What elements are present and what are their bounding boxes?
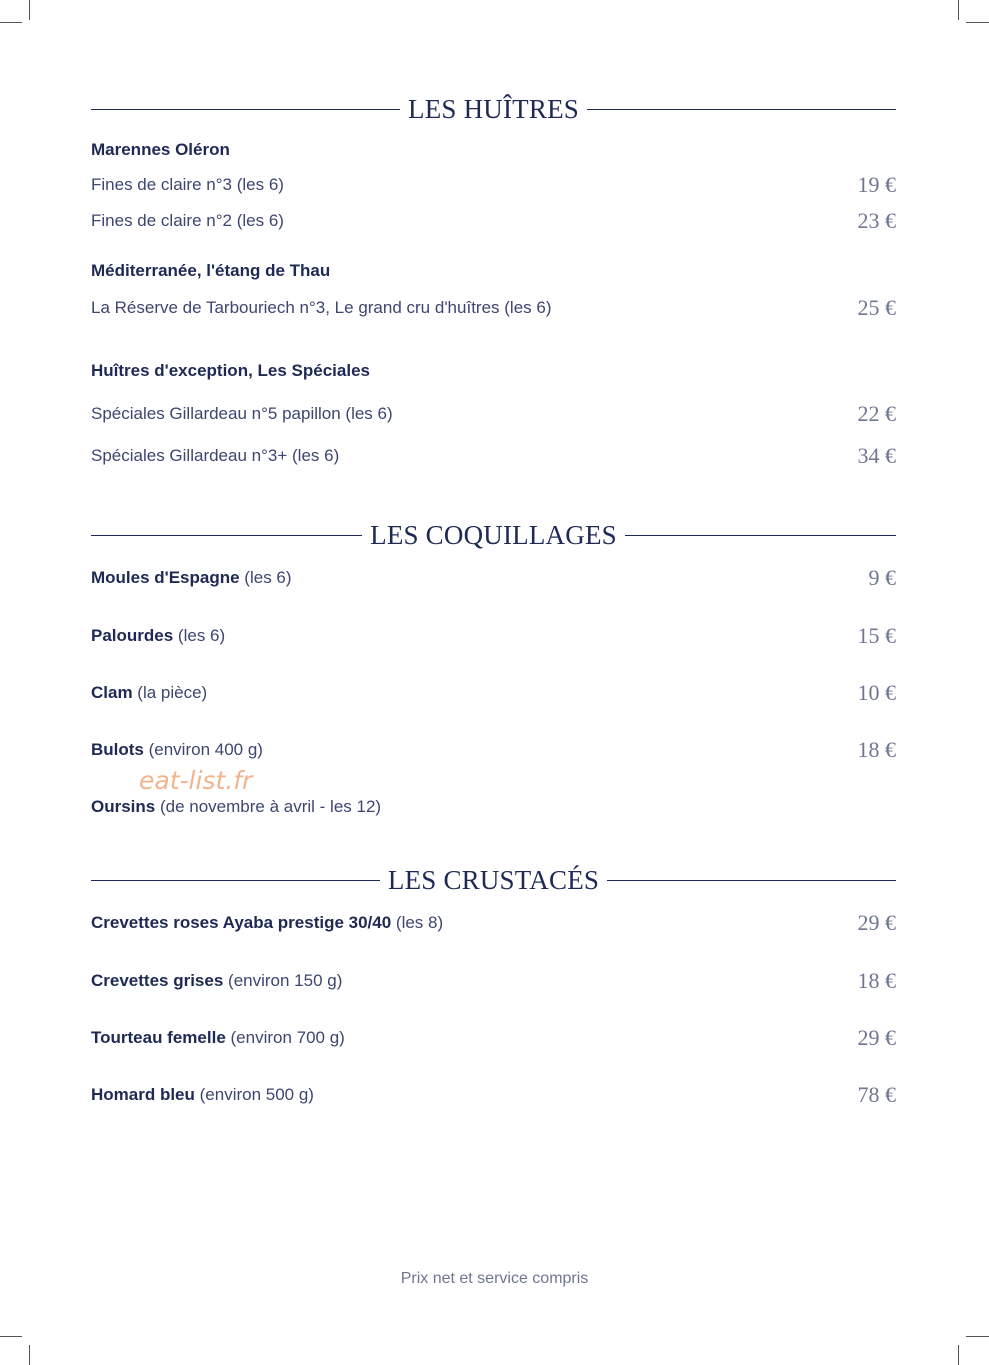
item-price: 15 € <box>857 623 896 648</box>
item-name: Crevettes roses Ayaba prestige 30/40 <box>91 913 392 932</box>
crop-mark <box>29 1345 30 1365</box>
group-heading: Méditerranée, l'étang de Thau <box>91 261 331 280</box>
item-price: 25 € <box>857 295 896 320</box>
crop-mark <box>0 22 22 23</box>
section-title-crustaces <box>91 860 896 900</box>
menu-item <box>91 206 896 236</box>
item-name: Fines de claire n°3 (les 6) <box>91 175 284 194</box>
title-rule <box>91 535 362 536</box>
item-price: 18 € <box>857 968 896 993</box>
item-label <box>91 626 225 646</box>
item-price: 78 € <box>857 1082 896 1107</box>
crop-mark <box>958 0 959 20</box>
menu-item <box>91 908 896 938</box>
item-name: Clam <box>91 683 133 702</box>
item-label <box>91 797 381 817</box>
section-heading: LES CRUSTACÉS <box>387 864 600 895</box>
section-heading: LES COQUILLAGES <box>370 519 617 550</box>
item-name: Moules d'Espagne <box>91 568 240 587</box>
item-name: Tourteau femelle <box>91 1028 226 1047</box>
section-title-coquillages <box>91 515 896 555</box>
item-price: 19 € <box>857 172 896 197</box>
footer-note: Prix net et service compris <box>400 1270 589 1287</box>
crop-mark <box>29 0 30 20</box>
menu-item <box>91 170 896 200</box>
item-label <box>91 568 292 588</box>
item-label <box>91 913 443 933</box>
item-label <box>91 1028 345 1048</box>
item-label <box>91 1085 314 1105</box>
menu-item <box>91 293 896 323</box>
item-price: 34 € <box>857 443 896 468</box>
item-price: 23 € <box>857 208 896 233</box>
group-heading: Marennes Oléron <box>91 140 230 159</box>
item-detail: (les 6) <box>173 626 226 645</box>
menu-item <box>91 966 896 996</box>
title-rule <box>607 880 896 881</box>
item-detail: (les 6) <box>239 568 292 587</box>
item-label <box>91 683 207 703</box>
crop-mark <box>966 1336 989 1337</box>
item-price: 9 € <box>868 565 896 590</box>
item-name: Fines de claire n°2 (les 6) <box>91 211 284 230</box>
item-price: 10 € <box>857 680 896 705</box>
item-detail: (environ 150 g) <box>223 971 343 990</box>
menu-item <box>91 735 896 765</box>
item-price: 18 € <box>857 737 896 762</box>
title-rule <box>625 535 896 536</box>
item-detail: (de novembre à avril - les 12) <box>155 797 382 816</box>
item-detail: (environ 500 g) <box>194 1085 314 1104</box>
title-rule <box>91 109 400 110</box>
title-rule <box>587 109 896 110</box>
item-name: Homard bleu <box>91 1085 195 1104</box>
item-price: 22 € <box>857 401 896 426</box>
item-detail: (les 8) <box>391 913 444 932</box>
menu-item <box>91 399 896 429</box>
section-heading: LES HUÎTRES <box>408 93 579 124</box>
watermark: eat-list.fr <box>139 766 253 795</box>
item-name: Oursins <box>91 797 156 816</box>
crop-mark <box>966 22 989 23</box>
crop-mark <box>958 1345 959 1365</box>
item-price: 29 € <box>857 910 896 935</box>
menu-item <box>91 792 896 822</box>
menu-item <box>91 678 896 708</box>
crop-mark <box>0 1336 22 1337</box>
group-heading: Huîtres d'exception, Les Spéciales <box>91 361 370 380</box>
menu-item <box>91 563 896 593</box>
menu-item <box>91 1023 896 1053</box>
item-name: Spéciales Gillardeau n°3+ (les 6) <box>91 446 340 465</box>
menu-item <box>91 621 896 651</box>
item-detail: (environ 400 g) <box>143 740 263 759</box>
section-title-huitres <box>91 89 896 129</box>
menu-item <box>91 441 896 471</box>
item-price: 29 € <box>857 1025 896 1050</box>
item-detail: (la pièce) <box>132 683 208 702</box>
item-label <box>91 971 342 991</box>
item-name: Crevettes grises <box>91 971 224 990</box>
item-name: Palourdes <box>91 626 174 645</box>
item-detail: (environ 700 g) <box>225 1028 345 1047</box>
item-name: Spéciales Gillardeau n°5 papillon (les 6) <box>91 404 393 423</box>
item-name: Bulots <box>91 740 144 759</box>
item-name: La Réserve de Tarbouriech n°3, Le grand cru d'huîtres (les 6) <box>91 298 552 317</box>
title-rule <box>91 880 380 881</box>
item-label <box>91 740 263 760</box>
menu-item <box>91 1080 896 1110</box>
